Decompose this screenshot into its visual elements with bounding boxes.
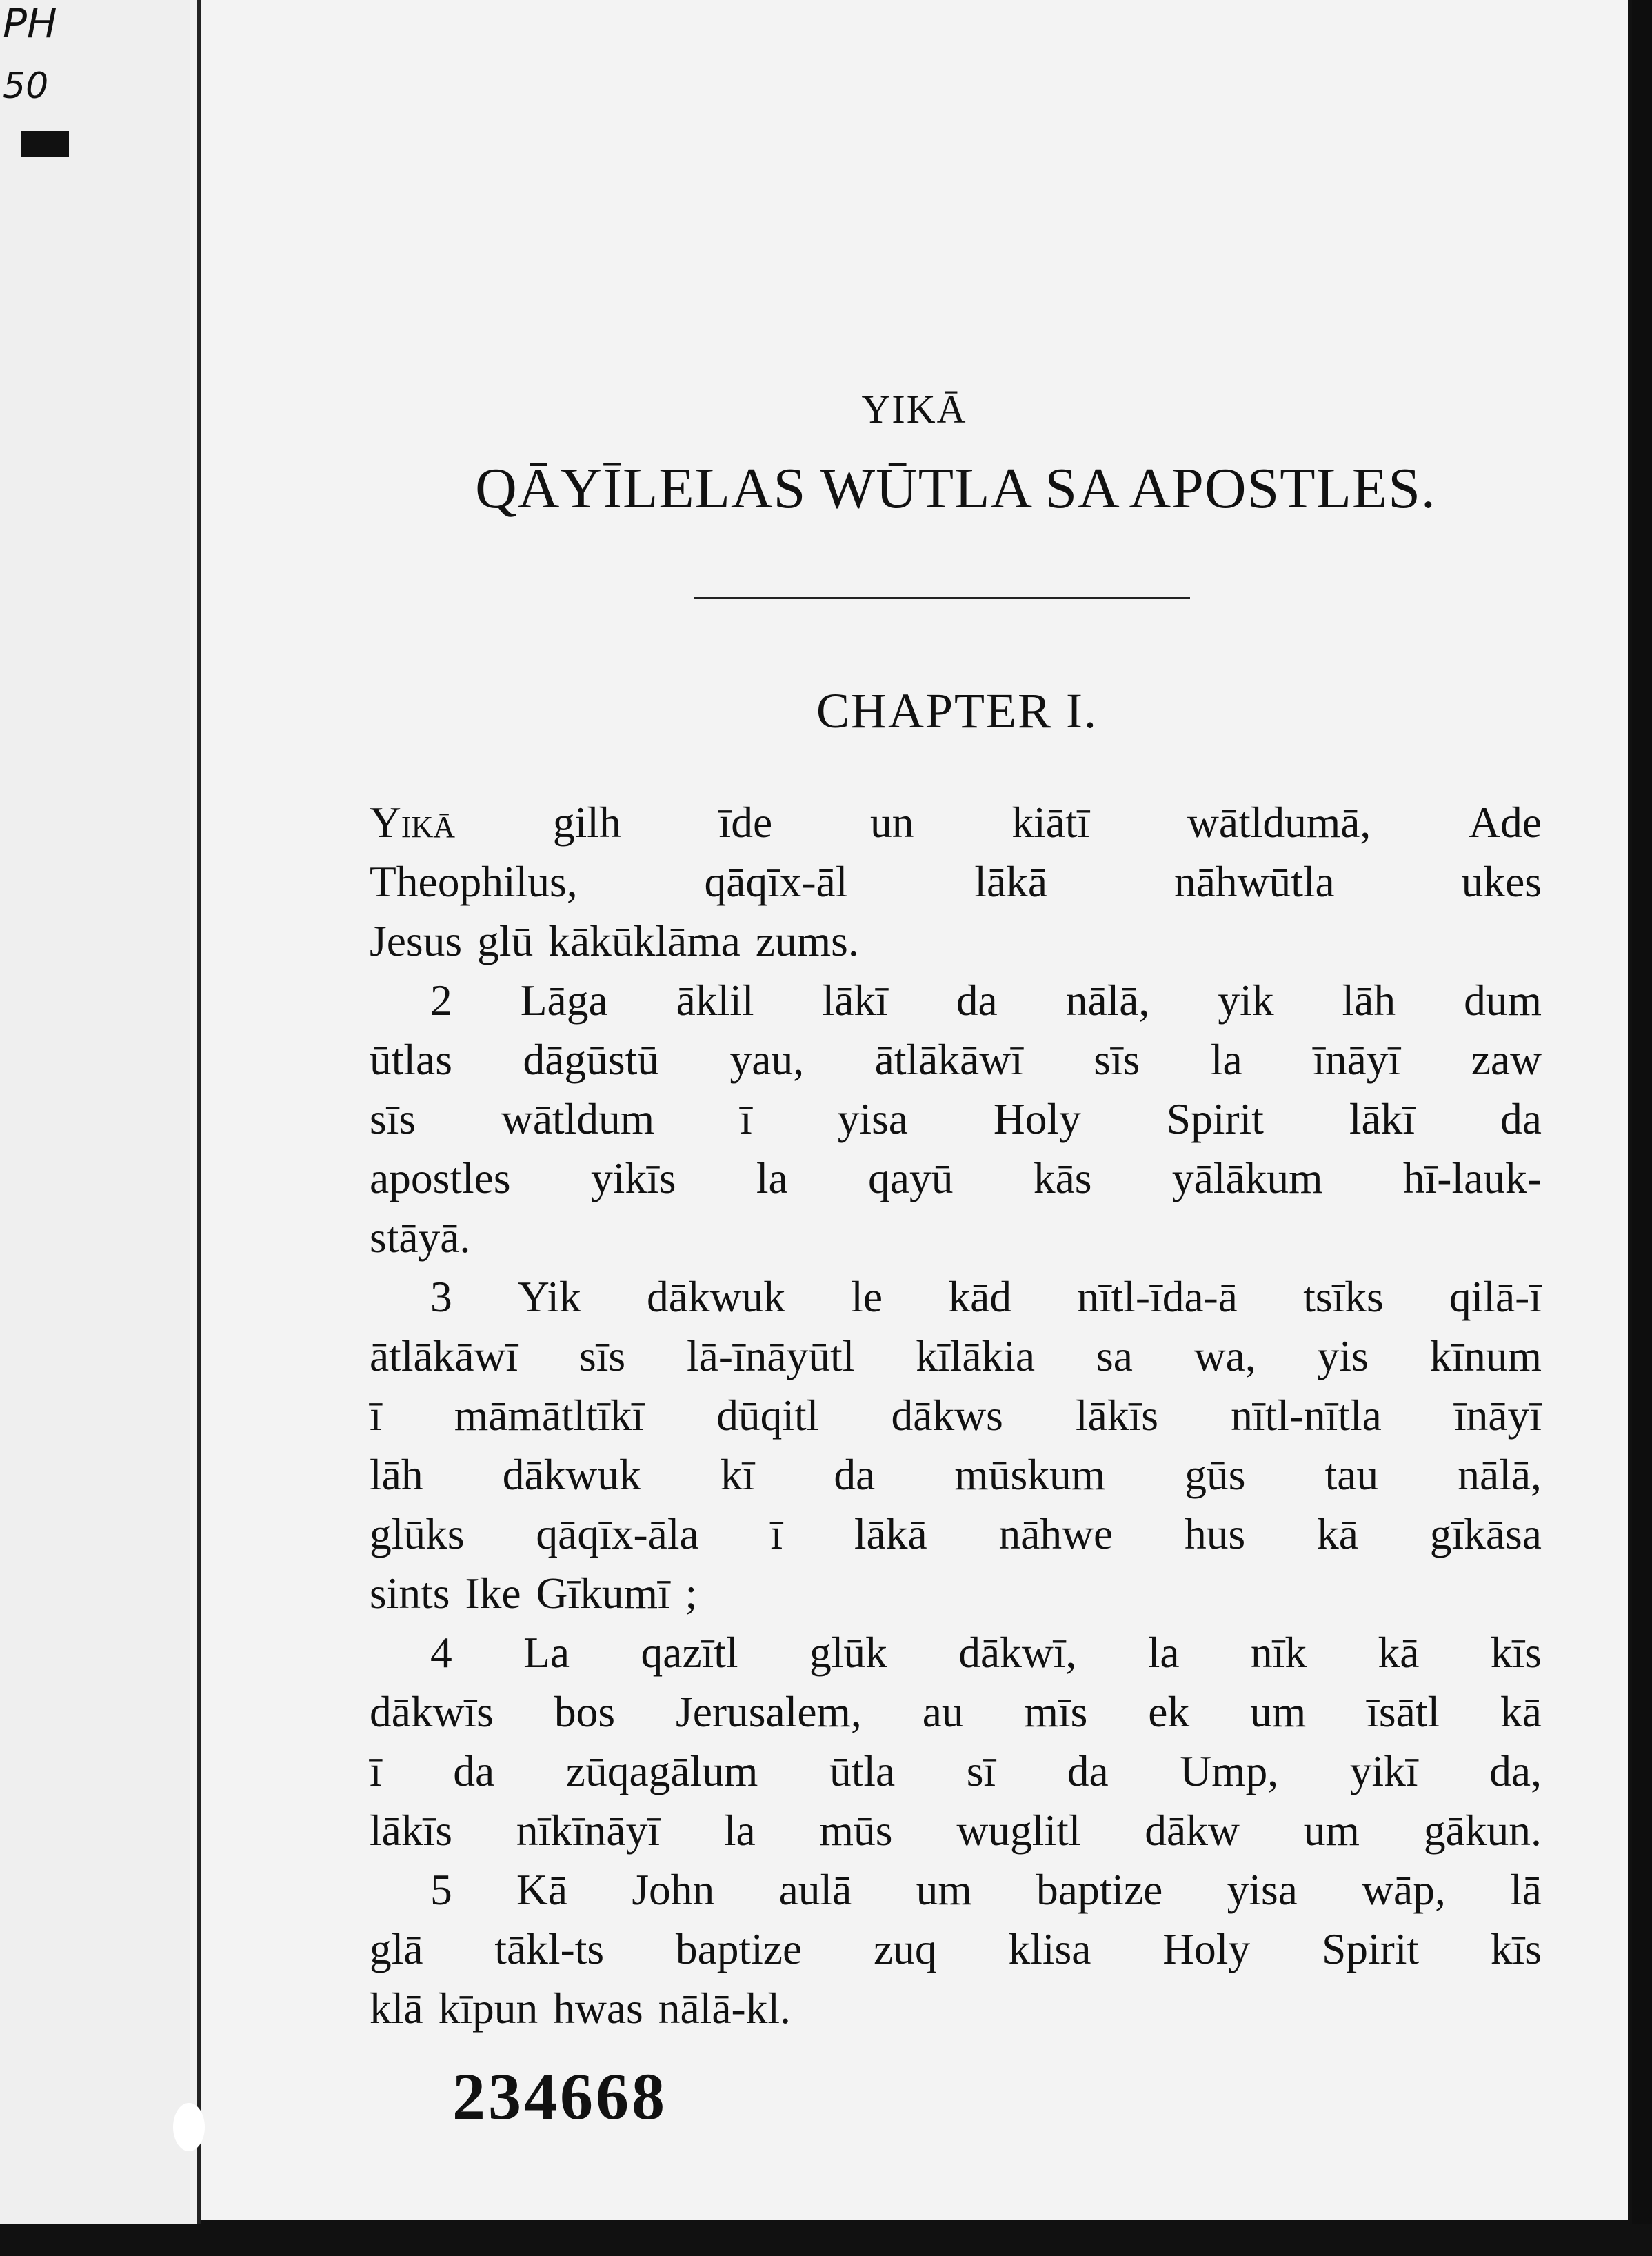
word: mīs: [1024, 1687, 1088, 1736]
word: lā-īnāyūtl: [687, 1331, 855, 1380]
chapter-heading: CHAPTER I.: [816, 683, 1098, 738]
word: īsātl: [1367, 1687, 1440, 1736]
word: kād: [948, 1272, 1011, 1321]
word: la: [1210, 1035, 1242, 1084]
word: lā: [1510, 1865, 1542, 1914]
word: sī: [966, 1746, 996, 1795]
margin-note-2: 50: [3, 66, 49, 107]
word: au: [922, 1687, 964, 1736]
word: Spirit: [1166, 1094, 1264, 1143]
word: la: [756, 1154, 788, 1202]
word: wāp,: [1362, 1865, 1446, 1914]
word: mūskum: [954, 1450, 1106, 1499]
word: da: [956, 976, 998, 1025]
scan-edge-bottom: [0, 2224, 1652, 2256]
text-line: [370, 971, 1542, 1030]
word: lākā: [854, 1509, 927, 1558]
title-divider: [694, 597, 1190, 599]
word: māmātltīkī: [454, 1391, 644, 1440]
word: kīs: [1490, 1924, 1542, 1973]
word: kīpun: [438, 1984, 538, 2033]
margin-note-1: PH: [3, 0, 57, 47]
word: ūtlas: [370, 1035, 452, 1084]
word: ;: [685, 1569, 698, 1618]
word: 3: [430, 1272, 452, 1321]
word: wuglitl: [956, 1806, 1081, 1855]
word: yisa: [837, 1094, 908, 1143]
word: kī: [720, 1450, 755, 1499]
word: sints: [370, 1569, 450, 1618]
word: 2: [430, 976, 452, 1025]
word: Ike: [465, 1569, 521, 1618]
word: wātldumā,: [1187, 798, 1371, 847]
word: da: [834, 1450, 876, 1499]
word: apostles: [370, 1154, 511, 1202]
word: Gīkumī: [536, 1569, 670, 1618]
word: īnāyī: [1313, 1035, 1401, 1084]
word: lāh: [370, 1450, 423, 1499]
word: dākwī,: [958, 1628, 1077, 1677]
word: baptize: [675, 1924, 803, 1973]
word: glā: [370, 1924, 423, 1973]
word: dākwuk: [502, 1450, 641, 1499]
word: Kā: [516, 1865, 568, 1914]
word: stāyā.: [370, 1213, 471, 1262]
word: ātlākāwī: [874, 1035, 1023, 1084]
word: Holy: [1162, 1924, 1251, 1973]
word: kā: [1500, 1687, 1542, 1736]
word: zuq: [874, 1924, 937, 1973]
word: wātldum: [501, 1094, 655, 1143]
text-line: [370, 1445, 1542, 1504]
word: tsīks: [1303, 1272, 1384, 1321]
word: La: [523, 1628, 570, 1677]
word: zums.: [755, 916, 859, 965]
word: klisa: [1008, 1924, 1091, 1973]
word: aulā: [778, 1865, 852, 1914]
word: dākwīs: [370, 1687, 494, 1736]
word: um: [916, 1865, 972, 1914]
word: nāhwe: [998, 1509, 1114, 1558]
word: glūks: [370, 1509, 465, 1558]
word: kā: [1317, 1509, 1358, 1558]
word: zaw: [1471, 1035, 1542, 1084]
word: ī: [370, 1391, 382, 1440]
word: īnāyī: [1453, 1391, 1542, 1440]
word: mūs: [819, 1806, 893, 1855]
word: hī-lauk-: [1402, 1154, 1542, 1202]
word: tau: [1324, 1450, 1379, 1499]
word: glū: [477, 916, 534, 965]
word: zūqagālum: [565, 1746, 758, 1795]
word: lāh: [1342, 976, 1396, 1025]
word: baptize: [1036, 1865, 1163, 1914]
paper-speck: [173, 2103, 205, 2151]
word: 4: [430, 1628, 452, 1677]
word: Lāga: [520, 976, 608, 1025]
word: John: [632, 1865, 715, 1914]
word: un: [869, 798, 914, 847]
word: ātlākāwī: [370, 1331, 518, 1380]
text-line: [370, 1979, 1542, 2038]
text-line: [370, 1267, 1542, 1327]
word: nālā,: [1065, 976, 1150, 1025]
word: īde: [718, 798, 773, 847]
text-line: [370, 1742, 1542, 1801]
word: tākl-ts: [494, 1924, 605, 1973]
word: wa,: [1193, 1331, 1256, 1380]
word: 5: [430, 1865, 452, 1914]
word: kākūklāma: [548, 916, 741, 965]
word: Spirit: [1321, 1924, 1420, 1973]
word: da,: [1489, 1746, 1542, 1795]
word: kīnum: [1429, 1331, 1542, 1380]
text-line: [370, 1682, 1542, 1742]
word: gilh: [552, 798, 621, 847]
word: yik: [1218, 976, 1274, 1025]
word: la: [1147, 1628, 1180, 1677]
word: qāqīx-āl: [704, 857, 848, 906]
word: gūs: [1185, 1450, 1246, 1499]
word: da: [1067, 1746, 1109, 1795]
word: hus: [1184, 1509, 1246, 1558]
word: klā: [370, 1984, 423, 2033]
word: nītl-īda-ā: [1077, 1272, 1238, 1321]
word: kīs: [1490, 1628, 1542, 1677]
left-margin-strip: [0, 0, 201, 2256]
word: Jesus: [370, 916, 463, 965]
word: nāhwūtla: [1173, 857, 1335, 906]
word: yau,: [729, 1035, 805, 1084]
word: kā: [1378, 1628, 1420, 1677]
word: la: [723, 1806, 756, 1855]
word: ukes: [1461, 857, 1542, 906]
page-title: QĀYĪLELAS WŪTLA SA APOSTLES.: [475, 456, 1436, 521]
word: sīs: [579, 1331, 626, 1380]
word: hwas: [553, 1984, 643, 2033]
text-line: [370, 1504, 1542, 1564]
word: yikī: [1349, 1746, 1418, 1795]
word: kiātī: [1011, 798, 1090, 847]
word: dākw: [1145, 1806, 1240, 1855]
word: lākā: [974, 857, 1048, 906]
word: qāqīx-āla: [536, 1509, 699, 1558]
text-line: [370, 1327, 1542, 1386]
book-page: [201, 0, 1632, 2224]
word: yikīs: [590, 1154, 676, 1202]
word: Jerusalem,: [676, 1687, 862, 1736]
word: Holy: [993, 1094, 1081, 1143]
word: Yikā: [370, 798, 456, 847]
text-line: [370, 1860, 1542, 1920]
scan-edge-right: [1632, 0, 1652, 2256]
text-line: [370, 1030, 1542, 1089]
word: yālākum: [1171, 1154, 1323, 1202]
word: sīs: [1094, 1035, 1140, 1084]
text-line: [370, 852, 1542, 912]
word: qazītl: [641, 1628, 738, 1677]
text-line: [370, 1564, 1542, 1623]
word: qilā-ī: [1449, 1272, 1542, 1321]
word: Yik: [517, 1272, 581, 1321]
word: lākī: [1349, 1094, 1416, 1143]
word: Ade: [1469, 798, 1542, 847]
word: āklil: [676, 976, 754, 1025]
word: nītl-nītla: [1231, 1391, 1382, 1440]
word: um: [1250, 1687, 1307, 1736]
ink-blot: [21, 131, 69, 157]
word: ī: [770, 1509, 783, 1558]
word: nālā-kl.: [658, 1984, 791, 2033]
word: nālā,: [1458, 1450, 1542, 1499]
word: um: [1303, 1806, 1360, 1855]
text-line: [370, 1920, 1542, 1979]
word: dākws: [891, 1391, 1003, 1440]
text-line: [370, 1623, 1542, 1682]
word: nīk: [1250, 1628, 1307, 1677]
word: ī: [370, 1746, 382, 1795]
word: ek: [1148, 1687, 1190, 1736]
word: sīs: [370, 1094, 416, 1143]
body-text: [370, 793, 1542, 2038]
word: nīkīnāyī: [516, 1806, 660, 1855]
catalog-number: 234668: [452, 2059, 667, 2133]
text-line: [370, 1801, 1542, 1860]
word: gīkāsa: [1429, 1509, 1542, 1558]
word: qayū: [868, 1154, 954, 1202]
word: kās: [1033, 1154, 1092, 1202]
word: dāgūstū: [523, 1035, 660, 1084]
word: ī: [740, 1094, 752, 1143]
word: lākīs: [370, 1806, 452, 1855]
word: dum: [1464, 976, 1542, 1025]
text-line: [370, 912, 1542, 971]
word: dūqitl: [716, 1391, 819, 1440]
word: ūtla: [829, 1746, 896, 1795]
text-line: [370, 1149, 1542, 1208]
word: yisa: [1227, 1865, 1298, 1914]
word: lākī: [822, 976, 888, 1025]
word: lākīs: [1075, 1391, 1158, 1440]
text-line: [370, 793, 1542, 852]
word: dākwuk: [646, 1272, 786, 1321]
page-subtitle: YIKĀ: [861, 387, 967, 432]
word: Ump,: [1180, 1746, 1279, 1795]
word: yis: [1317, 1331, 1369, 1380]
word: Theophilus,: [370, 857, 578, 906]
word: da: [1500, 1094, 1542, 1143]
text-line: [370, 1386, 1542, 1445]
word: da: [453, 1746, 495, 1795]
word: kīlākia: [916, 1331, 1036, 1380]
word: le: [851, 1272, 883, 1321]
text-line: [370, 1208, 1542, 1267]
word: glūk: [809, 1628, 887, 1677]
word: bos: [554, 1687, 616, 1736]
text-line: [370, 1089, 1542, 1149]
word: sa: [1096, 1331, 1133, 1380]
word: gākun.: [1423, 1806, 1542, 1855]
